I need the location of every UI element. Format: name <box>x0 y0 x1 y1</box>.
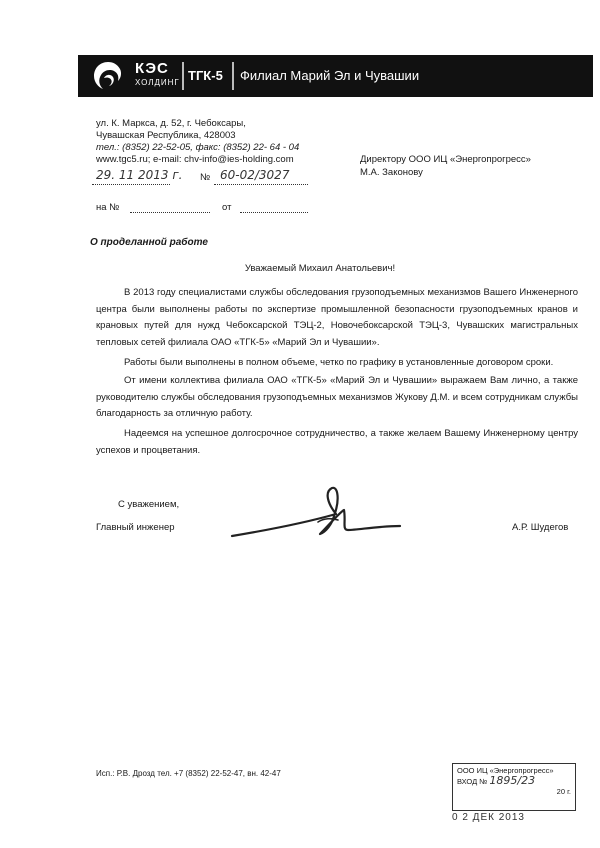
stamp-incoming-row <box>457 776 571 787</box>
body-paragraph: В 2013 году специалистами службы обследования грузоподъемных механизмов Вашего Инженерного центра были выполнены работы по экспертизе промышленной безопасности грузоподъемных кранов и крановых путей для нужд Чебоксарской ТЭЦ-2, Новочебоксарской ТЭЦ-3, Чувашских магистральных тепловых сетей филиала ОАО «ТГК-5» «Марий Эл и Чувашии». <box>96 287 578 348</box>
reply-from-label: от <box>222 202 232 213</box>
recipient-name: М.А. Законову <box>360 167 423 178</box>
number-underline <box>214 184 308 185</box>
body-paragraph: Надеемся на успешное долгосрочное сотрудничество, а также желаем Вашему Инженерному центру успехов и процветания. <box>96 428 578 456</box>
body-paragraph: Работы были выполнены в полном объеме, четко по графику в установленные договором сроки. <box>124 357 554 368</box>
brand-logo-text: КЭС <box>135 60 169 77</box>
signatory-name: А.Р. Шудегов <box>512 522 569 533</box>
body-paragraph: От имени коллектива филиала ОАО «ТГК-5» «Марий Эл и Чувашии» выражаем Вам лично, а также руководителю службы обследования грузоподъемных механизмов Жукову Д.М. и всем сотрудникам службы благодарность за отличную работу. <box>96 375 578 419</box>
stamp-org: ООО ИЦ «Энергопрогресс» <box>457 766 554 775</box>
kes-logo-icon <box>86 58 130 94</box>
letterhead-divider <box>232 62 234 90</box>
branch-name: Филиал Марий Эл и Чувашии <box>240 68 420 83</box>
number-label: № <box>200 172 211 183</box>
executor-info: Исп.: Р.В. Дрозд тел. +7 (8352) 22-52-47, вн. 42-47 <box>96 769 281 778</box>
stamp-year-line: 20 г. <box>556 787 571 796</box>
recipient-title: Директору ООО ИЦ «Энергопрогресс» <box>360 154 531 165</box>
closing-regards: С уважением, <box>118 499 180 510</box>
signature-icon <box>228 482 428 551</box>
brand-logo-sub: ХОЛДИНГ <box>135 78 180 87</box>
stamp-incoming-number: 1895/23 <box>489 774 536 787</box>
letter-greeting: Уважаемый Михаил Анатольевич! <box>244 263 396 274</box>
sender-address-line: ул. К. Маркса, д. 52, г. Чебоксары, <box>96 118 246 129</box>
letter-date: 29. 11 2013 г. <box>96 168 183 182</box>
reply-number-line <box>130 212 210 213</box>
date-underline <box>92 184 170 185</box>
letterhead-divider <box>182 62 184 90</box>
sender-web-email: www.tgc5.ru; e-mail: chv-info@ies-holding.com <box>96 154 294 165</box>
sender-address-line: Чувашская Республика, 428003 <box>96 130 236 141</box>
signatory-position: Главный инженер <box>96 522 175 533</box>
sender-phone-fax: тел.: (8352) 22-52-05, факс: (8352) 22- 64 - 04 <box>96 142 300 153</box>
letter-subject: О проделанной работе <box>90 237 208 248</box>
company-name: ТГК-5 <box>188 68 223 83</box>
letter-number: 60-02/3027 <box>220 168 290 182</box>
stamp-incoming-label: ВХОД № <box>457 777 488 786</box>
reply-date-line <box>240 212 308 213</box>
stamp-date: 0 2 ДЕК 2013 <box>452 812 525 823</box>
reply-to-label: на № <box>96 202 120 213</box>
incoming-stamp <box>452 763 576 811</box>
